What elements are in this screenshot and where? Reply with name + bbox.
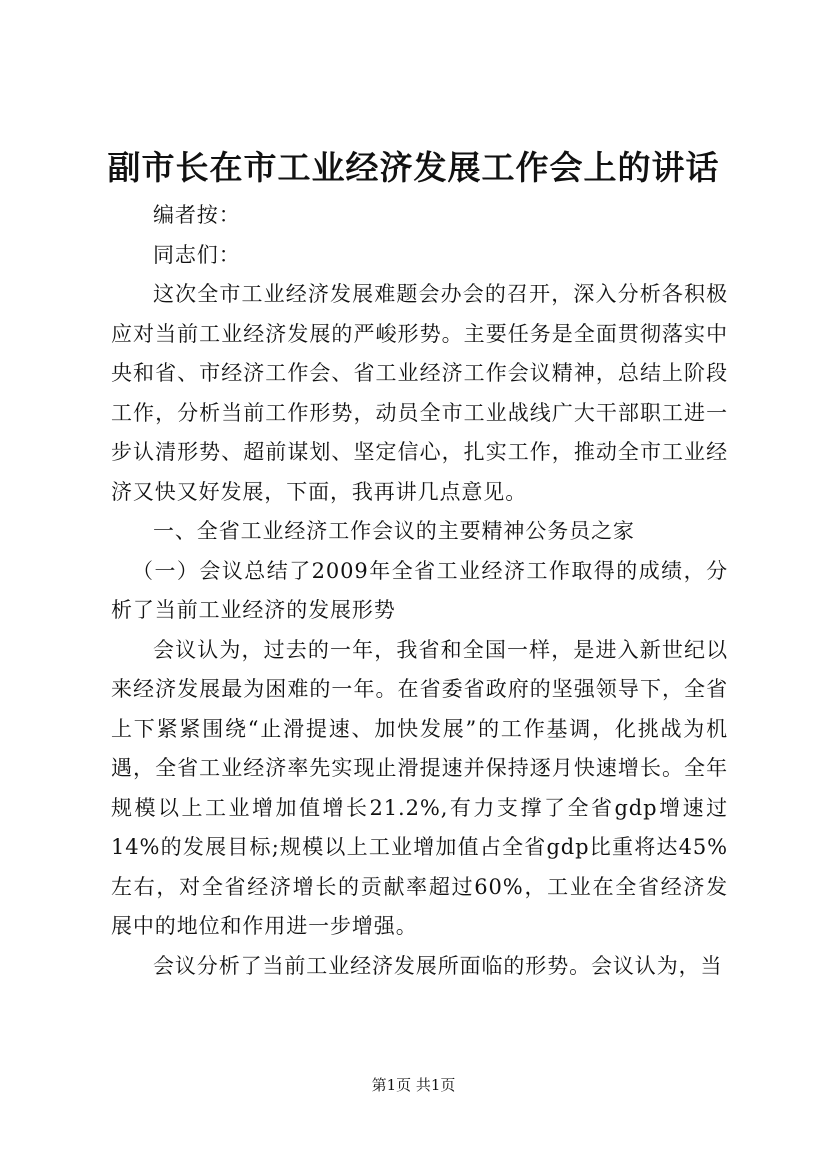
section-heading: 一、全省工业经济工作会议的主要精神公务员之家 — [153, 519, 635, 543]
body-paragraph: 会议分析了当前工业经济发展所面临的形势。会议认为，当 — [153, 953, 723, 978]
body-paragraph: 会议认为，过去的一年，我省和全国一样，是进入新世纪以来经济发展最为困难的一年。在省委省政府的坚强领导下，全省上下紧紧围绕“止滑提速、加快发展”的工作基调，化挑战为机遇，全省工业经济率先实现止滑提速并保持逐月快速增长。全年规模以上工业增加值增长21.2%,有力支撑了全省gdp增速过14%的发展目标;规模以上工业增加值占全省gdp比重将达45%左右，对全省经济增长的贡献率超过60%，工业在全省经济发展中的地位和作用进一步增强。 — [111, 637, 728, 938]
page-footer: 第1页 共1页 — [371, 1076, 456, 1094]
subsection-heading: （一）会议总结了2009年全省工业经济工作取得的成绩，分析了当前工业经济的发展形势 — [111, 558, 728, 622]
body-paragraph: 这次全市工业经济发展难题会办会的召开，深入分析各积极应对当前工业经济发展的严峻形势。主要任务是全面贯彻落实中央和省、市经济工作会、省工业经济工作会议精神，总结上阶段工作，分析当前工作形势，动员全市工业战线广大干部职工进一步认清形势、超前谋划、坚定信心，扎实工作，推动全市工业经济又快又好发展，下面，我再讲几点意见。 — [111, 282, 728, 504]
salutation: 同志们： — [153, 242, 241, 267]
editor-note-label: 编者按： — [153, 203, 241, 227]
document-body — [111, 196, 728, 986]
document-title: 副市长在市工业经济发展工作会上的讲话 — [107, 148, 720, 187]
